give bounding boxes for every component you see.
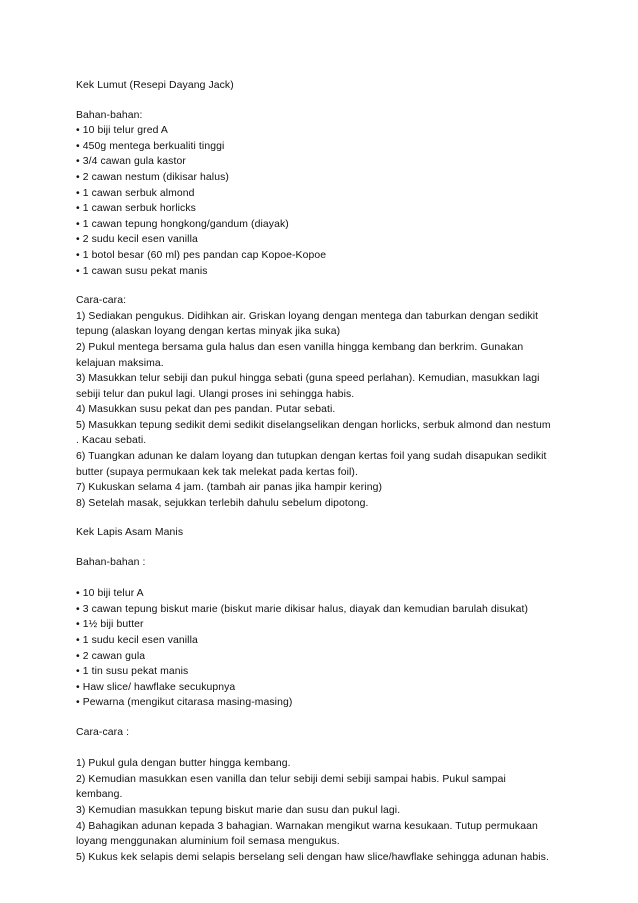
recipe1-method-heading: Cara-cara:	[76, 295, 127, 307]
document-page	[76, 78, 556, 865]
recipe2-ingredients-heading: Bahan-bahan :	[76, 557, 146, 569]
method-line: 2) Kemudian masukkan esen vanilla dan telur sebiji demi sebiji sampai habis. Pukul sampai	[76, 773, 506, 785]
method-line: 7) Kukuskan selama 4 jam. (tambah air panas jika hampir kering)	[76, 482, 383, 494]
list-item: • 2 cawan nestum (dikisar halus)	[76, 171, 229, 183]
method-line: sebiji telur dan pukul lagi. Ulangi proses ini sehingga habis.	[76, 388, 355, 400]
method-line: 5) Masukkan tepung sedikit demi sedikit diselangselikan dengan horlicks, serbuk almond dan nestum	[76, 419, 551, 431]
recipe1-title: Kek Lumut (Resepi Dayang Jack)	[76, 80, 234, 91]
list-item: • 1 sudu kecil esen vanilla	[76, 635, 198, 646]
list-item: • 3 cawan tepung biskut marie (biskut marie dikisar halus, diayak dan kemudian barulah disukat)	[76, 603, 529, 615]
recipe1-method	[76, 309, 556, 512]
method-line: 1) Pukul gula dengan butter hingga kembang.	[76, 758, 291, 770]
method-line: kembang.	[76, 789, 123, 801]
method-line: . Kacau sebati.	[76, 435, 147, 447]
method-line: 5) Kukus kek selapis demi selapis berselang seli dengan haw slice/hawflake sehingga adunan habis.	[76, 851, 549, 863]
method-line: tepung (alaskan loyang dengan kertas minyak jika suka)	[76, 326, 341, 338]
method-line: 1) Sediakan pengukus. Didihkan air. Griskan loyang dengan mentega dan taburkan dengan sedikit	[76, 310, 539, 322]
method-line: butter (supaya permukaan kek tak melekat pada kertas foil).	[76, 466, 358, 478]
method-line: kelajuan maksima.	[76, 357, 164, 369]
method-line: 4) Masukkan susu pekat dan pes pandan. Putar sebati.	[76, 404, 336, 416]
method-line: 8) Setelah masak, sejukkan terlebih dahulu sebelum dipotong.	[76, 497, 369, 509]
list-item: • 10 biji telur A	[76, 588, 144, 600]
list-item: • 1 cawan susu pekat manis	[76, 265, 208, 277]
list-item: • 3/4 cawan gula kastor	[76, 156, 186, 168]
method-line: 4) Bahagikan adunan kepada 3 bahagian. Warnakan mengikut warna kesukaan. Tutup permukaan	[76, 820, 538, 832]
list-item: • Haw slice/ hawflake secukupnya	[76, 681, 236, 693]
recipe2-title: Kek Lapis Asam Manis	[76, 527, 184, 539]
list-item: • Pewarna (mengikut citarasa masing-masing)	[76, 697, 293, 709]
list-item: • 450g mentega berkualiti tinggi	[76, 140, 225, 152]
list-item: • 10 biji telur gred A	[76, 125, 168, 137]
recipe1-ingredients-list	[76, 123, 556, 279]
recipe2-method-heading: Cara-cara :	[76, 726, 130, 738]
method-line: 6) Tuangkan adunan ke dalam loyang dan tutupkan dengan kertas foil yang sudah disapukan sedikit	[76, 451, 547, 463]
list-item: • 1½ biji butter	[76, 619, 144, 631]
list-item: • 1 botol besar (60 ml) pes pandan cap Kopoe-Kopoe	[76, 249, 327, 261]
list-item: • 1 cawan serbuk almond	[76, 187, 195, 199]
recipe1-ingredients-heading: Bahan-bahan:	[76, 109, 143, 121]
list-item: • 1 tin susu pekat manis	[76, 666, 189, 678]
list-item: • 1 cawan serbuk horlicks	[76, 203, 196, 215]
method-line: 3) Kemudian masukkan tepung biskut marie dan susu dan pukul lagi.	[76, 804, 401, 816]
recipe2-method	[76, 756, 556, 865]
recipe2-ingredients-list	[76, 586, 556, 711]
method-line: 3) Masukkan telur sebiji dan pukul hingga sebati (guna speed perlahan). Kemudian, masukkan lagi	[76, 373, 540, 385]
list-item: • 2 sudu kecil esen vanilla	[76, 234, 198, 246]
list-item: • 2 cawan gula	[76, 650, 146, 662]
list-item: • 1 cawan tepung hongkong/gandum (diayak)	[76, 218, 289, 230]
method-line: 2) Pukul mentega bersama gula halus dan esen vanilla hingga kembang dan berkrim. Gunakan	[76, 341, 524, 353]
method-line: loyang menggunakan aluminium foil semasa mengukus.	[76, 836, 340, 848]
